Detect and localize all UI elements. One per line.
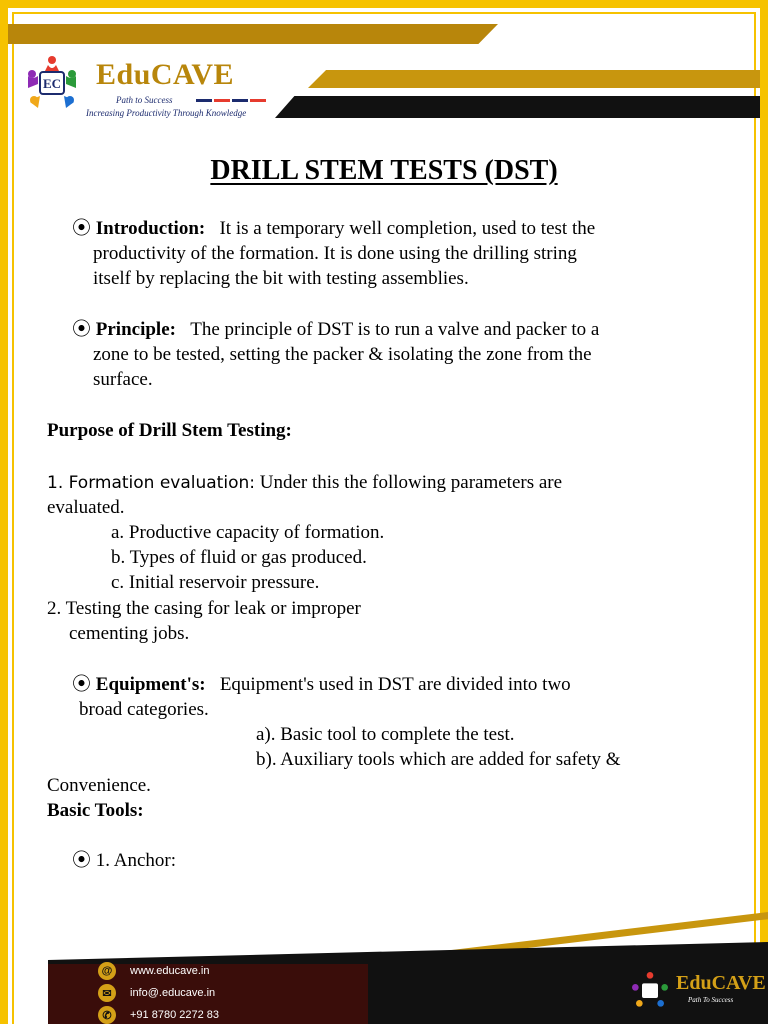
footer-people-icon (628, 970, 672, 1010)
formation-item-a: a. Productive capacity of formation. (111, 522, 385, 543)
anchor-text: 1. Anchor: (95, 850, 176, 871)
formation-line-2: evaluated. (47, 497, 125, 518)
footer-brand-tagline: Path To Success (688, 996, 734, 1004)
formation-item-c: c. Initial reservoir pressure. (111, 572, 320, 593)
header-stripe-gold (8, 24, 498, 44)
brand-color-bars (196, 99, 266, 102)
purpose-heading: Purpose of Drill Stem Testing: (47, 420, 292, 441)
intro-text: It is a temporary well completion, used to test the (219, 218, 596, 239)
page-title: DRILL STEM TESTS (DST) (210, 155, 558, 186)
footer-email[interactable] (98, 984, 215, 1002)
website-text: www.educave.in (130, 965, 210, 977)
formation-label: 1. Formation evaluation: (47, 473, 255, 493)
intro-line-3: itself by replacing the bit with testing assemblies. (93, 268, 469, 289)
equipment-item-b: b). Auxiliary tools which are added for safety & (256, 749, 621, 770)
footer-brand-name: EduCAVE (676, 972, 766, 994)
educave-logo (20, 52, 270, 122)
equipment-tail: Convenience. (47, 775, 151, 796)
formation-line-1 (47, 470, 562, 496)
brand-name: EduCAVE (96, 58, 235, 91)
formation-item-b: b. Types of fluid or gas produced. (111, 547, 367, 568)
phone-icon: ✆ (98, 1006, 116, 1024)
educave-people-icon (20, 52, 84, 112)
footer-phone[interactable] (98, 1006, 219, 1024)
intro-label: Introduction: (95, 218, 206, 239)
equipment-bullet (72, 672, 571, 697)
equipment-text: Equipment's used in DST are divided into two (219, 674, 571, 695)
header-stripe-black (275, 96, 760, 118)
footer (48, 912, 768, 1024)
header-stripe-gold-right (308, 70, 760, 88)
email-text: info@.educave.in (130, 987, 216, 999)
logo-mark-text: EC (42, 76, 62, 91)
principle-label: Principle: (95, 319, 176, 340)
anchor-bullet (72, 848, 176, 873)
equipment-item-a: a). Basic tool to complete the test. (256, 724, 515, 745)
equipment-label: Equipment's: (95, 674, 206, 695)
casing-line-2: cementing jobs. (69, 623, 190, 644)
radio-bullet-icon: ⦿ (72, 850, 92, 871)
radio-bullet-icon: ⦿ (72, 319, 92, 340)
radio-bullet-icon: ⦿ (72, 674, 92, 695)
radio-bullet-icon: ⦿ (72, 218, 92, 239)
footer-logo (628, 970, 768, 1010)
phone-text: +91 8780 2272 83 (130, 1009, 220, 1021)
principle-bullet (72, 317, 599, 342)
principle-line-2: zone to be tested, setting the packer & isolating the zone from the (93, 344, 592, 365)
footer-website[interactable] (98, 962, 210, 980)
formation-text: Under this the following parameters are (259, 472, 563, 493)
intro-line-2: productivity of the formation. It is done using the drilling string (93, 243, 577, 264)
intro-bullet (72, 216, 595, 241)
globe-icon: @ (98, 962, 116, 980)
principle-text: The principle of DST is to run a valve and packer to a (190, 319, 600, 340)
brand-tagline: Path to Success (116, 95, 173, 105)
casing-line-1: 2. Testing the casing for leak or improper (47, 598, 361, 619)
equipment-line-2: broad categories. (79, 699, 209, 720)
basic-tools-heading: Basic Tools: (47, 800, 144, 821)
brand-subtitle: Increasing Productivity Through Knowledge (86, 108, 247, 118)
principle-line-3: surface. (93, 369, 153, 390)
mail-icon: ✉ (98, 984, 116, 1002)
